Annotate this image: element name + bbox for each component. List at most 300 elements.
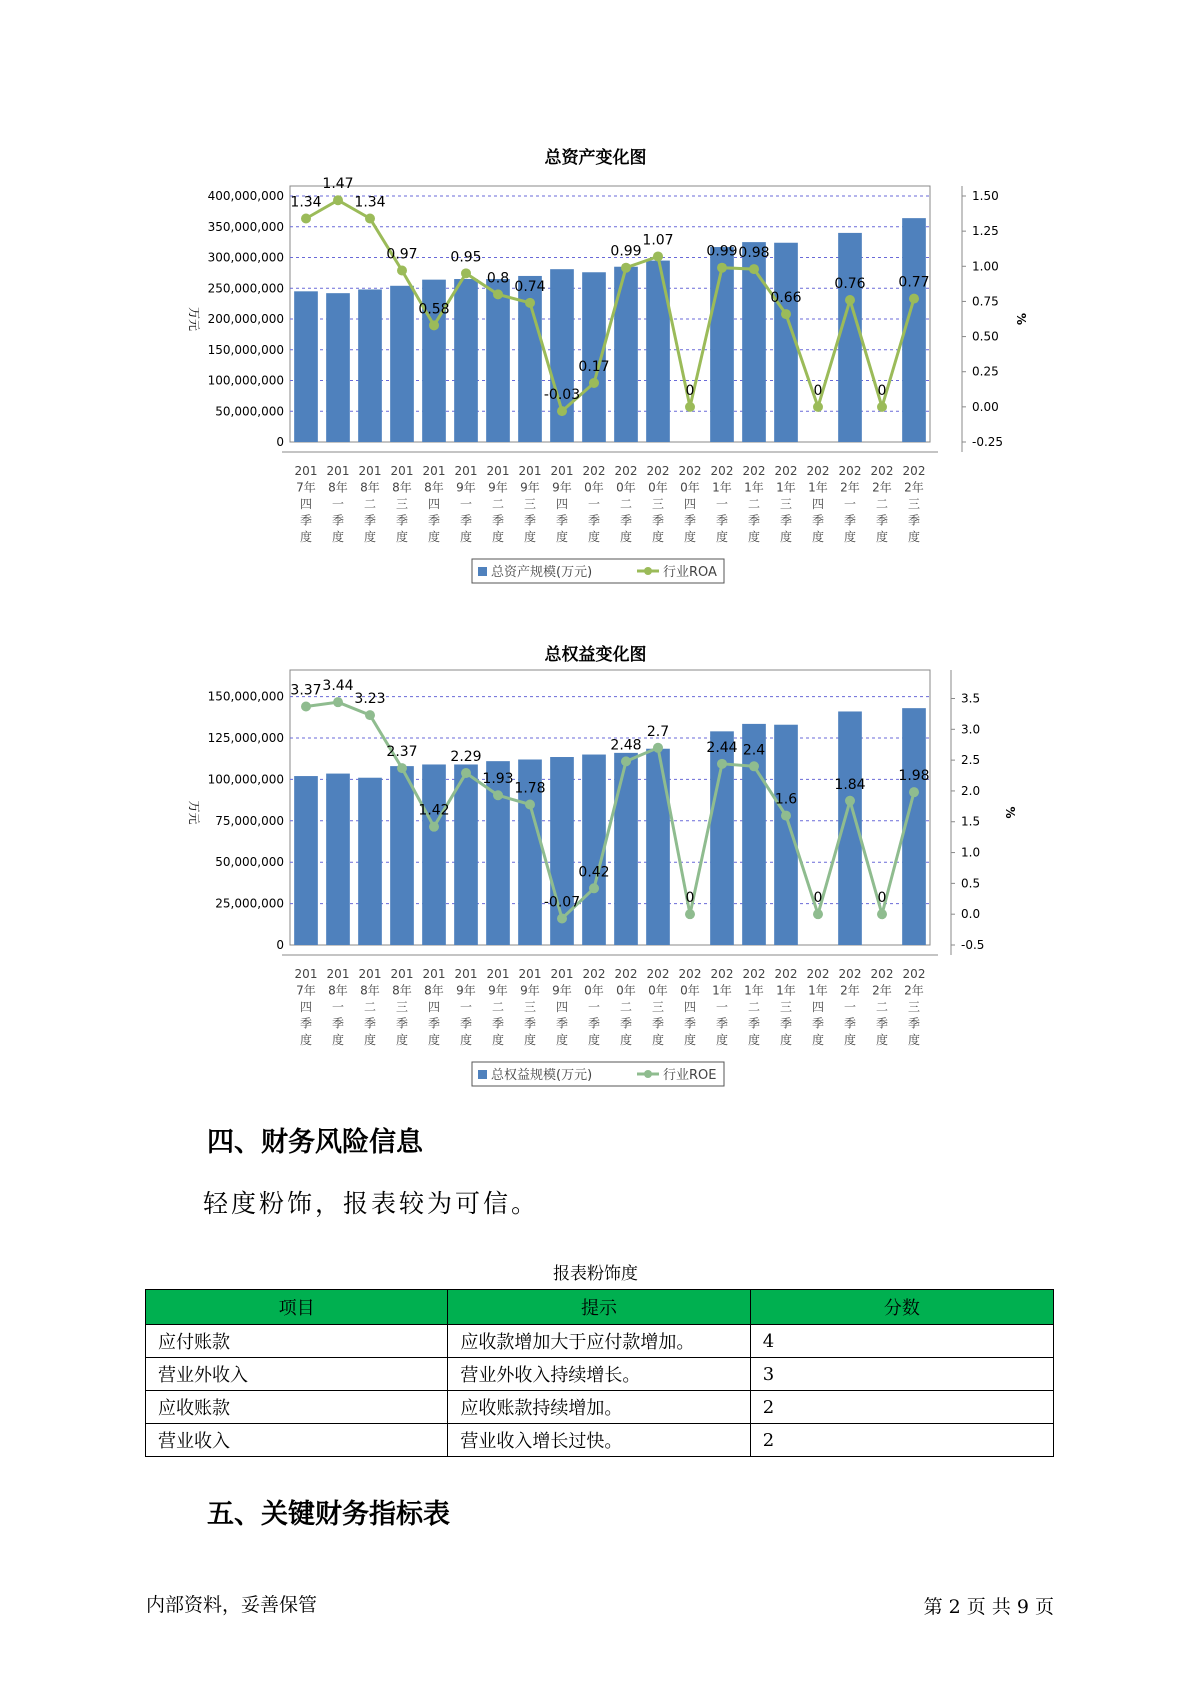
line-point	[301, 213, 311, 223]
x-tick-label: 二	[875, 1000, 889, 1014]
x-tick-label: 202	[742, 464, 766, 478]
x-tick-label: 202	[902, 464, 926, 478]
x-tick-label: 201	[294, 967, 318, 981]
data-label: 2.7	[646, 723, 670, 740]
right-tick-label: 0.50	[972, 329, 999, 344]
x-tick-label: 度	[747, 530, 761, 544]
x-tick-label: 202	[806, 464, 830, 478]
x-tick-label: 202	[774, 464, 798, 478]
table-caption: 报表粉饰度	[553, 1264, 638, 1284]
table-cell: 应收账款	[146, 1391, 448, 1424]
x-tick-label: 201	[422, 967, 446, 981]
right-tick-label: 0.0	[961, 907, 981, 922]
x-tick-label: 201	[486, 464, 510, 478]
x-tick-label: 0年	[616, 983, 636, 998]
x-tick-label: 0年	[648, 983, 668, 998]
x-tick-label: 四	[299, 1000, 313, 1014]
x-tick-label: 季	[715, 513, 729, 528]
x-tick-label: 2年	[872, 480, 892, 495]
x-tick-label: 度	[619, 1033, 633, 1047]
x-tick-label: 四	[555, 1000, 569, 1014]
x-tick-label: 季	[459, 513, 473, 528]
footer-page-number: 第 2 页 共 9 页	[923, 1596, 1054, 1618]
left-tick-label: 25,000,000	[215, 896, 284, 911]
data-label: 3.44	[322, 678, 354, 695]
line-point	[429, 822, 439, 832]
x-tick-label: 201	[518, 967, 542, 981]
x-tick-label: 季	[331, 1016, 345, 1031]
x-tick-label: 201	[550, 464, 574, 478]
table-cell: 4	[750, 1325, 1053, 1358]
x-tick-label: 四	[427, 497, 441, 511]
x-tick-label: 四	[427, 1000, 441, 1014]
section5-heading: 五、关键财务指标表	[207, 1499, 450, 1530]
x-tick-label: 201	[326, 464, 350, 478]
data-label: 1.47	[322, 176, 354, 193]
x-tick-label: 9年	[520, 480, 540, 495]
line-point	[685, 402, 695, 412]
right-tick-label: 2.5	[961, 753, 981, 768]
x-tick-label: 季	[683, 1016, 697, 1031]
left-tick-label: 350,000,000	[207, 219, 284, 234]
legend-bar-label: 总权益规模(万元)	[491, 1068, 593, 1083]
data-label: -0.07	[543, 894, 581, 911]
x-tick-label: 202	[870, 464, 894, 478]
bar	[358, 778, 382, 945]
line-point	[845, 295, 855, 305]
x-tick-label: 度	[683, 530, 697, 544]
x-tick-label: 9年	[520, 983, 540, 998]
x-tick-label: 四	[811, 497, 825, 511]
data-label: 1.07	[642, 232, 674, 249]
table-header-item: 项目	[146, 1290, 448, 1325]
x-tick-label: 202	[838, 967, 862, 981]
x-tick-label: 度	[395, 530, 409, 544]
x-tick-label: 度	[459, 530, 473, 544]
x-tick-label: 一	[459, 497, 473, 511]
x-tick-label: 度	[395, 1033, 409, 1047]
x-tick-label: 度	[491, 1033, 505, 1047]
bar	[390, 286, 414, 442]
table-cell: 营业外收入	[146, 1358, 448, 1391]
x-tick-label: 三	[907, 1000, 921, 1014]
x-tick-label: 202	[582, 464, 606, 478]
x-tick-label: 202	[646, 464, 670, 478]
x-tick-label: 季	[459, 1016, 473, 1031]
x-tick-label: 201	[358, 464, 382, 478]
left-tick-label: 250,000,000	[207, 281, 284, 296]
x-tick-label: 度	[427, 1033, 441, 1047]
x-tick-label: 201	[454, 967, 478, 981]
section4-heading: 四、财务风险信息	[207, 1127, 423, 1158]
x-tick-label: 四	[683, 497, 697, 511]
line-point	[749, 264, 759, 274]
x-tick-label: 8年	[392, 983, 412, 998]
x-tick-label: 1年	[808, 480, 828, 495]
x-tick-label: 季	[523, 1016, 537, 1031]
x-tick-label: 度	[651, 1033, 665, 1047]
legend-bar-label: 总资产规模(万元)	[491, 565, 593, 580]
bar	[774, 725, 798, 945]
x-tick-label: 季	[555, 1016, 569, 1031]
data-label: 0.74	[514, 278, 546, 295]
x-tick-label: 202	[902, 967, 926, 981]
x-tick-label: 度	[555, 1033, 569, 1047]
x-tick-label: 二	[747, 497, 761, 511]
x-tick-label: 度	[747, 1033, 761, 1047]
x-tick-label: 9年	[552, 480, 572, 495]
x-tick-label: 度	[779, 530, 793, 544]
x-tick-label: 1年	[744, 480, 764, 495]
x-tick-label: 季	[363, 1016, 377, 1031]
data-label: 0.97	[386, 246, 418, 263]
x-tick-label: 7年	[296, 480, 316, 495]
data-label: 1.42	[418, 802, 450, 819]
left-tick-label: 0	[276, 435, 284, 449]
x-tick-label: 一	[331, 1000, 345, 1014]
x-tick-label: 201	[550, 967, 574, 981]
x-tick-label: 三	[779, 1000, 793, 1014]
x-tick-label: 一	[587, 497, 601, 511]
x-tick-label: 201	[358, 967, 382, 981]
data-label: 0.8	[486, 270, 510, 287]
x-tick-label: 201	[454, 464, 478, 478]
line-point	[589, 883, 599, 893]
x-tick-label: 2年	[840, 480, 860, 495]
x-tick-label: 季	[779, 1016, 793, 1031]
line-point	[909, 787, 919, 797]
left-tick-label: 0	[276, 938, 284, 952]
x-tick-label: 季	[907, 513, 921, 528]
line-point	[525, 298, 535, 308]
table-cell: 应收款增加大于应付款增加。	[448, 1325, 750, 1358]
data-label: 0	[813, 382, 823, 399]
x-tick-label: 一	[331, 497, 345, 511]
line-point	[365, 710, 375, 720]
x-tick-label: 度	[299, 530, 313, 544]
line-point	[781, 309, 791, 319]
plot-frame	[290, 186, 930, 442]
y2-axis-title: %	[1014, 312, 1028, 326]
legend-line-label: 行业ROE	[663, 1068, 717, 1083]
x-tick-label: 202	[742, 967, 766, 981]
bar	[838, 233, 862, 442]
left-tick-label: 200,000,000	[207, 312, 284, 326]
data-label: 0.99	[610, 243, 642, 260]
left-tick-label: 75,000,000	[215, 813, 284, 828]
x-tick-label: 201	[390, 464, 414, 478]
x-tick-label: 四	[683, 1000, 697, 1014]
x-tick-label: 度	[907, 530, 921, 544]
x-tick-label: 202	[710, 464, 734, 478]
x-tick-label: 三	[779, 497, 793, 511]
bar	[294, 776, 318, 945]
legend-line-label: 行业ROA	[663, 565, 717, 580]
x-tick-label: 202	[582, 967, 606, 981]
right-tick-label: 3.0	[961, 722, 981, 737]
x-tick-label: 度	[427, 530, 441, 544]
right-tick-label: 0.00	[972, 399, 999, 414]
line-point	[461, 268, 471, 278]
line-point	[877, 909, 887, 919]
x-tick-label: 度	[811, 1033, 825, 1047]
x-tick-label: 三	[523, 1000, 537, 1014]
bar	[454, 279, 478, 442]
x-tick-label: 202	[870, 967, 894, 981]
x-tick-label: 季	[491, 513, 505, 528]
data-label: 2.4	[742, 742, 766, 759]
right-tick-label: 3.5	[961, 691, 981, 706]
y2-axis-title: %	[1003, 806, 1017, 819]
x-tick-label: 季	[331, 513, 345, 528]
bar	[614, 753, 638, 945]
data-label: 0.66	[770, 290, 802, 307]
line-point	[749, 761, 759, 771]
left-tick-label: 50,000,000	[215, 404, 284, 419]
x-tick-label: 8年	[424, 983, 444, 998]
data-label: 0	[685, 382, 695, 399]
x-tick-label: 季	[779, 513, 793, 528]
x-tick-label: 9年	[488, 480, 508, 495]
chart2-title: 总权益变化图	[544, 645, 647, 665]
line-point	[845, 796, 855, 806]
x-tick-label: 202	[838, 464, 862, 478]
right-tick-label: -0.25	[972, 435, 1004, 449]
line-point	[717, 759, 727, 769]
left-tick-label: 400,000,000	[207, 189, 284, 203]
x-tick-label: 季	[619, 1016, 633, 1031]
line-point	[621, 756, 631, 766]
x-tick-label: 1年	[776, 983, 796, 998]
line-point	[333, 697, 343, 707]
x-tick-label: 季	[523, 513, 537, 528]
x-tick-label: 季	[427, 513, 441, 528]
data-label: 1.34	[290, 194, 322, 211]
left-tick-label: 100,000,000	[207, 373, 284, 388]
x-tick-label: 度	[651, 530, 665, 544]
line-point	[557, 914, 567, 924]
x-tick-label: 一	[715, 497, 729, 511]
line-point	[301, 702, 311, 712]
x-tick-label: 度	[715, 1033, 729, 1047]
x-tick-label: 9年	[456, 480, 476, 495]
whitewash-table	[145, 1289, 1054, 1457]
x-tick-label: 2年	[904, 983, 924, 998]
x-tick-label: 季	[651, 513, 665, 528]
right-tick-label: 1.25	[972, 224, 999, 239]
x-tick-label: 季	[875, 1016, 889, 1031]
line-point	[397, 763, 407, 773]
x-tick-label: 201	[294, 464, 318, 478]
data-label: 0.42	[578, 864, 610, 881]
x-tick-label: 季	[747, 513, 761, 528]
x-tick-label: 度	[331, 530, 345, 544]
x-tick-label: 8年	[360, 480, 380, 495]
x-tick-label: 度	[363, 1033, 377, 1047]
x-tick-label: 季	[843, 513, 857, 528]
bar	[646, 261, 670, 442]
x-tick-label: 202	[806, 967, 830, 981]
x-tick-label: 202	[614, 464, 638, 478]
data-label: 0.77	[898, 274, 930, 291]
x-tick-label: 8年	[392, 480, 412, 495]
data-label: 3.23	[354, 691, 386, 708]
table-cell: 2	[750, 1424, 1053, 1457]
x-tick-label: 季	[299, 1016, 313, 1031]
bar	[358, 289, 382, 442]
line-point	[525, 799, 535, 809]
right-tick-label: 1.50	[972, 189, 999, 203]
table-header-score: 分数	[750, 1290, 1053, 1325]
left-tick-label: 125,000,000	[207, 730, 284, 745]
left-tick-label: 100,000,000	[207, 772, 284, 787]
x-tick-label: 二	[619, 497, 633, 511]
x-tick-label: 二	[491, 1000, 505, 1014]
line-point	[557, 406, 567, 416]
table-row	[146, 1424, 1054, 1457]
data-label: 0.99	[706, 243, 738, 260]
x-tick-label: 度	[875, 530, 889, 544]
x-tick-label: 8年	[360, 983, 380, 998]
bar	[454, 764, 478, 945]
x-tick-label: 1年	[744, 983, 764, 998]
right-tick-label: -0.5	[961, 938, 985, 952]
table-cell: 应付账款	[146, 1325, 448, 1358]
bar	[646, 749, 670, 945]
x-tick-label: 度	[779, 1033, 793, 1047]
section4-text: 轻度粉饰，报表较为可信。	[203, 1189, 540, 1218]
x-tick-label: 度	[523, 530, 537, 544]
data-label: 2.37	[386, 744, 418, 761]
x-tick-label: 1年	[712, 480, 732, 495]
x-tick-label: 季	[715, 1016, 729, 1031]
x-tick-label: 7年	[296, 983, 316, 998]
bar	[390, 766, 414, 945]
x-tick-label: 季	[555, 513, 569, 528]
right-tick-label: 1.5	[961, 814, 981, 829]
x-tick-label: 8年	[424, 480, 444, 495]
data-label: 1.34	[354, 194, 386, 211]
right-tick-label: 2.0	[961, 783, 981, 798]
x-tick-label: 202	[774, 967, 798, 981]
table-cell: 3	[750, 1358, 1053, 1391]
right-tick-label: 0.5	[961, 876, 981, 891]
right-tick-label: 1.0	[961, 845, 981, 860]
left-tick-label: 300,000,000	[207, 250, 284, 265]
x-tick-label: 四	[811, 1000, 825, 1014]
table-cell: 营业收入增长过快。	[448, 1424, 750, 1457]
x-tick-label: 一	[843, 497, 857, 511]
data-label: 2.44	[706, 739, 738, 756]
x-tick-label: 202	[678, 967, 702, 981]
data-label: 0	[877, 382, 887, 399]
x-tick-label: 2年	[840, 983, 860, 998]
x-tick-label: 202	[646, 967, 670, 981]
x-tick-label: 202	[678, 464, 702, 478]
data-label: 2.29	[450, 749, 482, 766]
bar	[326, 293, 350, 442]
y-axis-title: 万元	[187, 306, 201, 332]
x-tick-label: 二	[363, 497, 377, 511]
x-tick-label: 度	[523, 1033, 537, 1047]
data-label: 2.48	[610, 737, 642, 754]
x-tick-label: 202	[614, 967, 638, 981]
right-tick-label: 1.00	[972, 259, 999, 274]
line-point	[461, 768, 471, 778]
x-tick-label: 度	[843, 530, 857, 544]
x-tick-label: 0年	[584, 480, 604, 495]
data-label: 0	[685, 890, 695, 907]
x-tick-label: 201	[326, 967, 350, 981]
data-label: 0.95	[450, 249, 482, 266]
x-tick-label: 一	[459, 1000, 473, 1014]
table-cell: 2	[750, 1391, 1053, 1424]
line-point	[653, 251, 663, 261]
line-point	[333, 195, 343, 205]
x-tick-label: 三	[395, 1000, 409, 1014]
table-header-row	[146, 1290, 1054, 1325]
bar	[326, 774, 350, 945]
x-tick-label: 三	[395, 497, 409, 511]
x-tick-label: 度	[619, 530, 633, 544]
total-assets-chart	[0, 170, 1191, 590]
legend-bar-swatch	[478, 1070, 487, 1079]
x-tick-label: 季	[587, 1016, 601, 1031]
x-tick-label: 0年	[584, 983, 604, 998]
chart1-title: 总资产变化图	[544, 148, 647, 168]
data-label: 3.37	[290, 682, 322, 699]
right-tick-label: 0.25	[972, 364, 999, 379]
x-tick-label: 三	[523, 497, 537, 511]
x-tick-label: 四	[299, 497, 313, 511]
x-tick-label: 季	[587, 513, 601, 528]
x-tick-label: 季	[395, 1016, 409, 1031]
data-label: 0.98	[738, 245, 770, 262]
x-tick-label: 季	[811, 1016, 825, 1031]
x-tick-label: 度	[587, 1033, 601, 1047]
data-label: 0.76	[834, 276, 866, 293]
x-tick-label: 201	[390, 967, 414, 981]
bar	[550, 269, 574, 442]
x-tick-label: 季	[747, 1016, 761, 1031]
x-tick-label: 度	[555, 530, 569, 544]
x-tick-label: 度	[331, 1033, 345, 1047]
x-tick-label: 季	[875, 513, 889, 528]
legend-bar-swatch	[478, 567, 487, 576]
data-label: 0	[813, 890, 823, 907]
bar	[710, 247, 734, 442]
x-tick-label: 季	[811, 513, 825, 528]
x-tick-label: 季	[491, 1016, 505, 1031]
table-row	[146, 1391, 1054, 1424]
x-tick-label: 201	[486, 967, 510, 981]
x-tick-label: 度	[843, 1033, 857, 1047]
line-point	[493, 790, 503, 800]
table-cell: 应收账款持续增加。	[448, 1391, 750, 1424]
x-tick-label: 9年	[488, 983, 508, 998]
data-label: 1.84	[834, 776, 866, 793]
left-tick-label: 50,000,000	[215, 855, 284, 870]
line-point	[365, 213, 375, 223]
table-cell: 营业收入	[146, 1424, 448, 1457]
x-tick-label: 季	[299, 513, 313, 528]
x-tick-label: 0年	[680, 983, 700, 998]
total-equity-chart	[0, 668, 1191, 1088]
data-label: 1.93	[482, 771, 514, 788]
x-tick-label: 8年	[328, 480, 348, 495]
x-tick-label: 1年	[776, 480, 796, 495]
x-tick-label: 202	[710, 967, 734, 981]
